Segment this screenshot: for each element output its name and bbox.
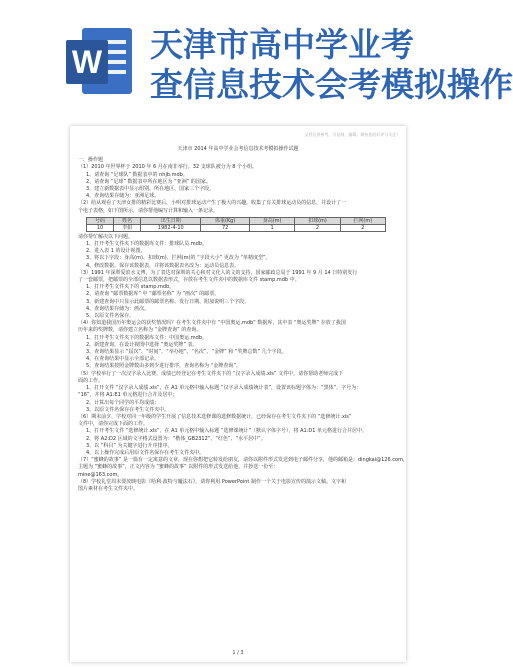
table-cell: 1 (249, 224, 294, 231)
text-line: 一、操作题 (78, 157, 104, 164)
text-line: （2）给从观看了天津女排的精彩比赛后，小明对排球运动产生了极大的兴趣，收集了有关排球运动员的信息，并设计了一 (78, 200, 347, 207)
text-line: 3、以原文件名保存在考生文件夹中。 (86, 406, 170, 413)
banner-title-line2: 查信息技术会考模拟操作 (150, 65, 513, 104)
text-line: 4、在查询结果中显示全部记录。 (86, 356, 160, 363)
text-line: 3、以 “科目” 为关键字进行升序排序。 (86, 442, 173, 449)
text-line: 1、打开考生文件 “选修统计.xls”，在 A1 单元格中输入标题 “选修课统计”（默认字体字号），将 A1:D1 单元格进行合并居中。 (86, 428, 368, 435)
watermark (78, 132, 398, 138)
table-cell: 1982-4-10 (141, 224, 201, 231)
text-line: 4、查询结果存储为：画次。 (86, 305, 150, 312)
text-line: 3、将以下字段：身高(m)、扣球(m)、拦网(m)的 “字段大小” 更改为 “单精度型”。 (86, 255, 271, 262)
text-line: 1、请查询 “足球队” 数据表中的 nhjb.mdb。 (86, 171, 188, 178)
text-line: 5、以原文件名保存。 (86, 313, 135, 320)
column-header: 出生日期 (141, 217, 201, 224)
column-header: 身高(m) (249, 217, 294, 224)
document-page (70, 126, 406, 662)
column-header: 体重(Kg) (201, 217, 250, 224)
text-line: 图片素材在考生文件夹中。 (78, 485, 139, 492)
column-header: 拦网(m) (340, 217, 385, 224)
table-row (87, 224, 386, 231)
text-line: （4）你知道我国历年奥运会的获奖情况吗？在考生文件夹中有 “中国奥运.mdb” 数据库，其中表 “奥运奖牌” 存放了我国 (78, 320, 346, 327)
page-number: 1 / 3 (232, 650, 244, 656)
text-line: 文件中，请你完成下面的工作。 (78, 421, 149, 428)
text-line: 4、以上操作完成后用原文件名保存在考生文件夹中。 (86, 449, 205, 456)
column-header: 号码 (87, 217, 114, 224)
text-line: （6）期末前夕，学校对同一年级的学生开展了信息技术选修课的选修数据统计，已经保存在考生文件夹下的 “选修统计.xls” (78, 413, 352, 420)
section-a (78, 157, 398, 215)
text-line: 2、进入表 1 的设计视图。 (86, 248, 146, 255)
table-cell: 2 (295, 224, 340, 231)
document-body (78, 130, 408, 493)
text-line: 3、查询结果显示 “届次”、“时间”、“举办地”、“名次”、“金牌” 和 “奖牌总数” 几个字段。 (86, 349, 287, 356)
document-title: 天津市 2014 年高中学业会考信息技术考模拟操作试题 (177, 146, 299, 152)
table-cell: 10 (87, 224, 114, 231)
text-line: 1、打开考生文件夹下的数据库文件：排球队员.mdb。 (86, 241, 207, 248)
document-banner (0, 0, 513, 118)
text-line: （7）“蜜蜂的故事” 是一篇有一定寓意的文章，现在你想把它转发给朋友，请你以附件形式发送到电子邮件分享，他的邮箱是：dingkai@126.com， (78, 457, 408, 464)
table-cell: 李娟 (114, 224, 141, 231)
text-line: 历年来的奖牌数，请你建立名称为 “金牌查询” 的查询。 (78, 327, 202, 334)
table-cell: 72 (201, 224, 250, 231)
text-line: 1、打开考生文件夹下的数据库文件：中国奥运.mdb。 (86, 334, 207, 341)
text-line: 2、计算出每个同学的平均成绩； (86, 399, 160, 406)
watermark-line1: 文档仅供参考，可复制、编辑，期待您的好评与关注! (304, 132, 398, 137)
word-document-icon (66, 28, 132, 94)
text-line: 3、新建查询中只显示此邮票的邮票名称、发行日期、附加说明三个字段。 (86, 298, 250, 305)
text-line: 主题为 “蜜蜂的故事”，正文内容为 “蜜蜂的故事” 以附件的形式发送给他，并抄送一份至： (78, 464, 279, 471)
text-line: “16”，并将 A1:E1 单元格进行合并及居中； (78, 392, 178, 399)
text-line: mine@163.com。 (78, 471, 123, 478)
text-line: 了一套邮票，把邮票的全部信息以数据表形式，存放在考生文件夹中的数据库文件 stamp.mdb 中。 (78, 277, 300, 284)
text-line: 个电子表格，如下图所示，请你帮他编写计算和输入一条记录。 (78, 207, 219, 214)
table-cell: 2 (340, 224, 385, 231)
text-line: 2、新建查询，在设计视图中选择 “奥运奖牌” 表。 (86, 341, 198, 348)
text-line: 2、请查询 “足球” 数据表中所在地区为 “亚洲” 的国家。 (86, 178, 211, 185)
banner-title-line1: 天津市高中学业考 (150, 25, 414, 64)
text-line: 请你帮忙解决以下问题。 (78, 233, 134, 240)
word-icon-letter: W (66, 40, 108, 84)
athlete-table (86, 217, 386, 232)
text-line: （3）1991 年深圳爱滨水文博，为了表达对深圳的关心和对文化人的文的支持，国家邮政总局于 1991 年 9 月 14 日特别发行 (78, 269, 358, 276)
text-line: 1、打开考生文件夹下的 stamp.mdb。 (86, 284, 175, 291)
text-line: （5）学校举行了一次汉字录入比赛，成绩已经登记在考生文件夹下的 “汉字录入成绩.xls” 文件中，请你帮助老师完成下 (78, 370, 344, 377)
section-b (78, 233, 408, 493)
text-line: 1、打开文件 “汉字录入成绩.xls”，在 A1 单元格中输入标题 “汉字录入成绩统计表”，设置该标题字体为：“黑体”，字号为： (86, 385, 362, 392)
text-line: 4、查询结果存储为：亚洲足球。 (86, 193, 160, 200)
text-line: 面的工作。 (78, 377, 104, 384)
text-line: 3、建立新数据表中显示组别、所在地区、国家三个字段。 (86, 186, 215, 193)
table-header-row (87, 217, 386, 224)
text-line: 2、请查询 “邮票数据库” 中 “邮票名称” 为 “画次” 的邮票。 (86, 291, 220, 298)
text-line: 4、修改数据。保存该数据表，并将该数据表名改为：运动员信息表。 (86, 262, 240, 269)
text-line: 5、查询结果按照金牌数由多到少进行排序，查询名称为 “金牌查询”。 (86, 363, 241, 370)
text-line: （1）2010 年世界杯于 2010 年 6 月在南非举行。32 支球队被分为 8 个小组。 (78, 164, 258, 171)
text-line: （8）学校礼堂周末要放映电影《哈利·波特与魔法石》，请你利用 PowerPoint 制作一个关于电影宣传的演示文稿。文字和 (78, 478, 346, 485)
column-header: 姓名 (114, 217, 141, 224)
text-line: 2、将 A2:D2 区域的文字格式设置为：“楷体_GB2312”、“红色”、“水平居中”。 (86, 435, 266, 442)
column-header: 扣球(m) (295, 217, 340, 224)
